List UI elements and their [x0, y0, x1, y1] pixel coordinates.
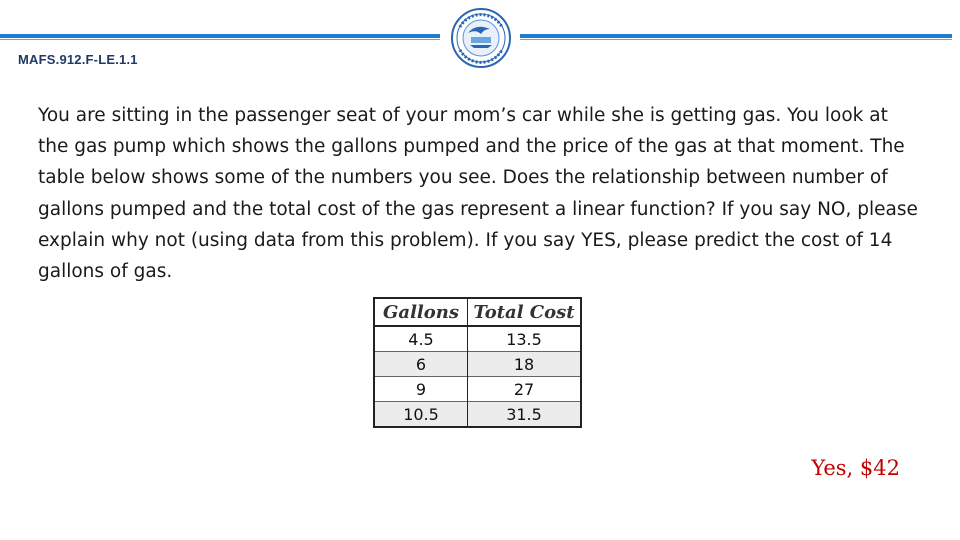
table-cell-total-cost: 18 [468, 352, 582, 377]
table-row [374, 352, 581, 377]
table-cell-gallons: 6 [374, 352, 468, 377]
table-cell-gallons: 9 [374, 377, 468, 402]
gallons-cost-table [373, 297, 582, 428]
question-text: You are sitting in the passenger seat of your mom’s car while she is getting gas. You look at the gas pump which shows the gallons pumped and the price of the gas at that moment. The table below shows some of the numbers you see. Does the relationship between number of gallons pumped and the total cost of the gas represent a linear function? If you say NO, please explain why not (using data from this problem). If you say YES, please predict the cost of 14 gallons of gas. [38, 105, 918, 283]
table-row [374, 402, 581, 428]
school-district-seal-icon [446, 7, 516, 69]
table-row [374, 377, 581, 402]
table-cell-total-cost: 27 [468, 377, 582, 402]
table-header-gallons: Gallons [374, 298, 468, 326]
table-row [374, 326, 581, 352]
table-header-total-cost: Total Cost [468, 298, 582, 326]
table-header-row [374, 298, 581, 326]
header-rule-right [520, 34, 952, 38]
table-cell-total-cost: 13.5 [468, 326, 582, 352]
standard-code: MAFS.912.F-LE.1.1 [18, 52, 138, 67]
table-cell-gallons: 4.5 [374, 326, 468, 352]
table-cell-gallons: 10.5 [374, 402, 468, 428]
header-rule-left [0, 34, 440, 38]
answer-text: Yes, $42 [811, 456, 900, 480]
table-cell-total-cost: 31.5 [468, 402, 582, 428]
